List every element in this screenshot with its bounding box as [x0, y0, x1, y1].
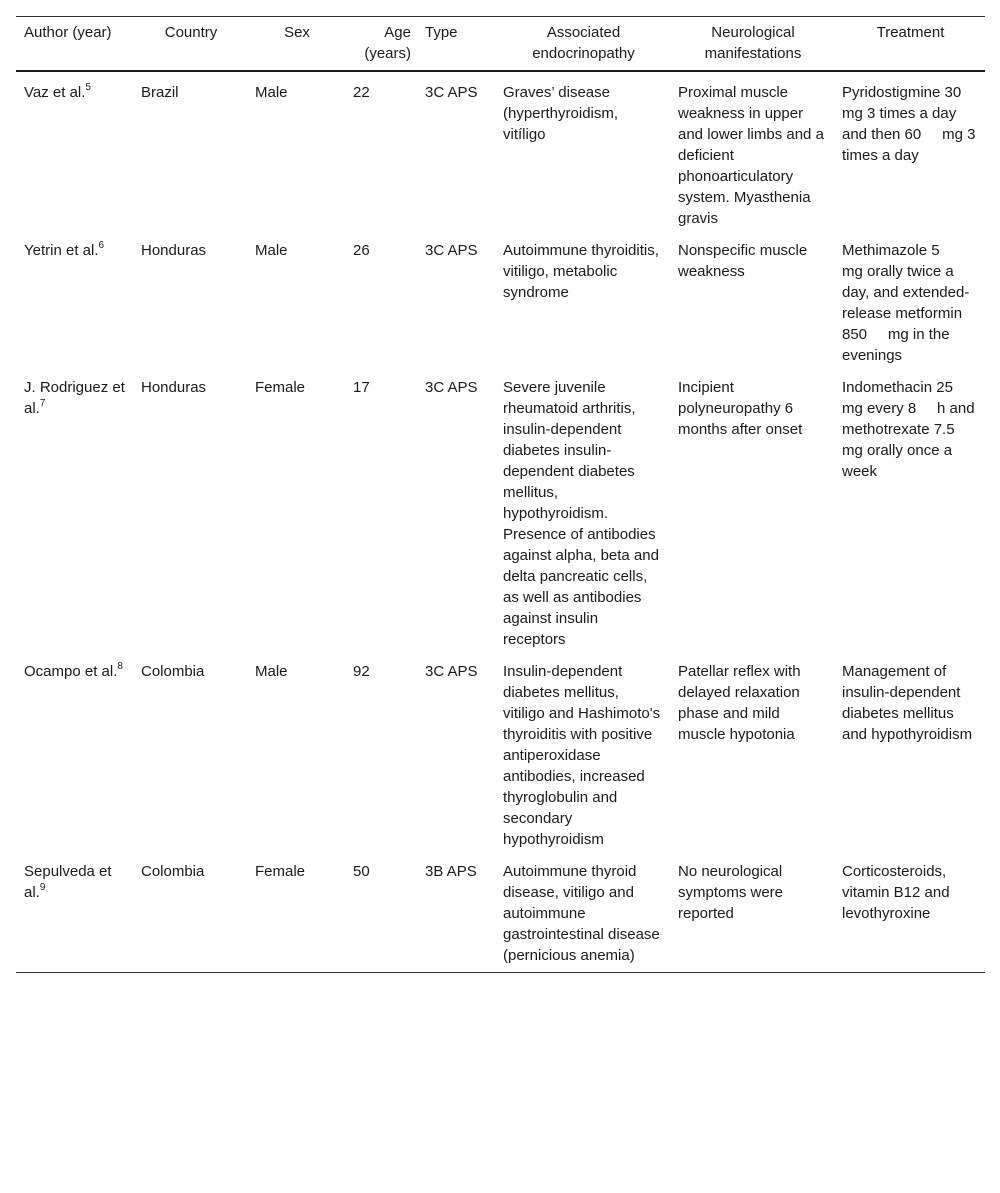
table-row [16, 367, 985, 651]
cell-country: Honduras [141, 242, 207, 259]
cell-endocrinopathy: Autoimmune thyroiditis, vitiligo, metabolic syndrome [503, 242, 659, 301]
case-report-table [16, 16, 985, 973]
cell-age: 26 [353, 242, 370, 259]
cell-neurological: Patellar reflex with delayed relaxation phase and mild muscle hypotonia [678, 663, 801, 743]
cell-endocrinopathy: Severe juvenile rheumatoid arthritis, insulin-dependent diabetes insulin-dependent diabetes mellitus, hypothyroidism. Presence of antibodies against alpha, beta and delta pancreatic cells, as well as antibodies against insulin receptors [503, 379, 659, 648]
cell-sex: Female [247, 851, 345, 973]
header-neurological-line1: Neurological [711, 24, 795, 41]
cell-age: 22 [353, 84, 370, 101]
cell-type: 3C APS [425, 663, 478, 680]
cell-age: 17 [353, 379, 370, 396]
cell-type: 3B APS [417, 851, 495, 973]
header-neurological-line2: manifestations [704, 45, 802, 62]
cell-country: Honduras [141, 379, 207, 396]
cell-neurological: Proximal muscle weakness in upper and lower limbs and a deficient phonoarticulatory system. Myasthenia gravis [678, 84, 824, 227]
header-country: Country [133, 17, 247, 72]
cell-country: Colombia [141, 663, 205, 680]
cell-treatment: Pyridostigmine 30 mg 3 times a day and then 60 mg 3 times a day [842, 84, 983, 164]
cell-author [16, 367, 133, 651]
header-neurological [670, 17, 834, 72]
cell-neurological: Incipient polyneuropathy 6 months after onset [678, 379, 803, 438]
header-endocrinopathy [495, 17, 670, 72]
reference-number: 9 [39, 882, 46, 893]
cell-endocrinopathy: Autoimmune thyroid disease, vitiligo and autoimmune gastrointestinal disease (pernicious anemia) [495, 851, 670, 973]
table-row [16, 851, 985, 973]
cell-author [16, 851, 133, 973]
header-endocrinopathy-line2: endocrinopathy [532, 45, 635, 62]
cell-type: 3C APS [425, 242, 478, 259]
author-name: Vaz et al. [24, 84, 86, 101]
header-sex: Sex [247, 17, 345, 72]
cell-neurological: No neurological symptoms were reported [670, 851, 834, 973]
cell-endocrinopathy: Graves’ disease (hyperthyroidism, vitíligo [503, 84, 619, 143]
header-endocrinopathy-line1: Associated [546, 24, 621, 41]
cell-type: 3C APS [425, 84, 478, 101]
reference-number: 7 [39, 398, 46, 409]
cell-treatment: Methimazole 5 mg orally twice a day, and extended-release metformin 850 mg in the evenings [842, 242, 970, 364]
cell-country: Colombia [133, 851, 247, 973]
cell-age: 50 [345, 851, 417, 973]
table-header [16, 17, 985, 72]
table-row [16, 71, 985, 230]
author-name: J. Rodriguez et al. [24, 379, 125, 417]
cell-endocrinopathy: Insulin-dependent diabetes mellitus, vitiligo and Hashimoto's thyroiditis with positive antiperoxidase antibodies, increased thyroglobulin and secondary hypothyroidism [503, 663, 661, 848]
cell-sex: Male [255, 663, 288, 680]
reference-number: 6 [98, 240, 105, 251]
header-row [16, 17, 985, 72]
table-row [16, 230, 985, 367]
header-age [345, 17, 417, 72]
cell-treatment: Indomethacin 25 mg every 8 h and methotrexate 7.5 mg orally once a week [842, 379, 979, 480]
table-row [16, 651, 985, 851]
cell-sex: Male [255, 242, 288, 259]
header-treatment: Treatment [834, 17, 985, 72]
header-age-line1: Age [384, 24, 411, 41]
cell-age: 92 [353, 663, 370, 680]
table-body [16, 71, 985, 973]
author-name: Sepulveda et al. [24, 863, 112, 901]
reference-number: 8 [117, 661, 123, 672]
header-type: Type [417, 17, 495, 72]
cell-sex: Male [255, 84, 288, 101]
cell-sex: Female [255, 379, 306, 396]
cell-country: Brazil [141, 84, 179, 101]
reference-number: 5 [85, 82, 91, 93]
cell-author [16, 651, 133, 851]
cell-neurological: Nonspecific muscle weakness [678, 242, 808, 280]
author-name: Yetrin et al. [24, 242, 99, 259]
cell-author [16, 230, 133, 367]
table-container [16, 16, 985, 973]
author-name: Ocampo et al. [24, 663, 118, 680]
cell-treatment: Management of insulin-dependent diabetes mellitus and hypothyroidism [842, 663, 973, 743]
header-age-line2: (years) [364, 45, 411, 62]
header-author: Author (year) [16, 17, 133, 72]
cell-treatment: Corticosteroids, vitamin B12 and levothyroxine [834, 851, 985, 973]
cell-author [16, 71, 133, 230]
cell-type: 3C APS [425, 379, 478, 396]
